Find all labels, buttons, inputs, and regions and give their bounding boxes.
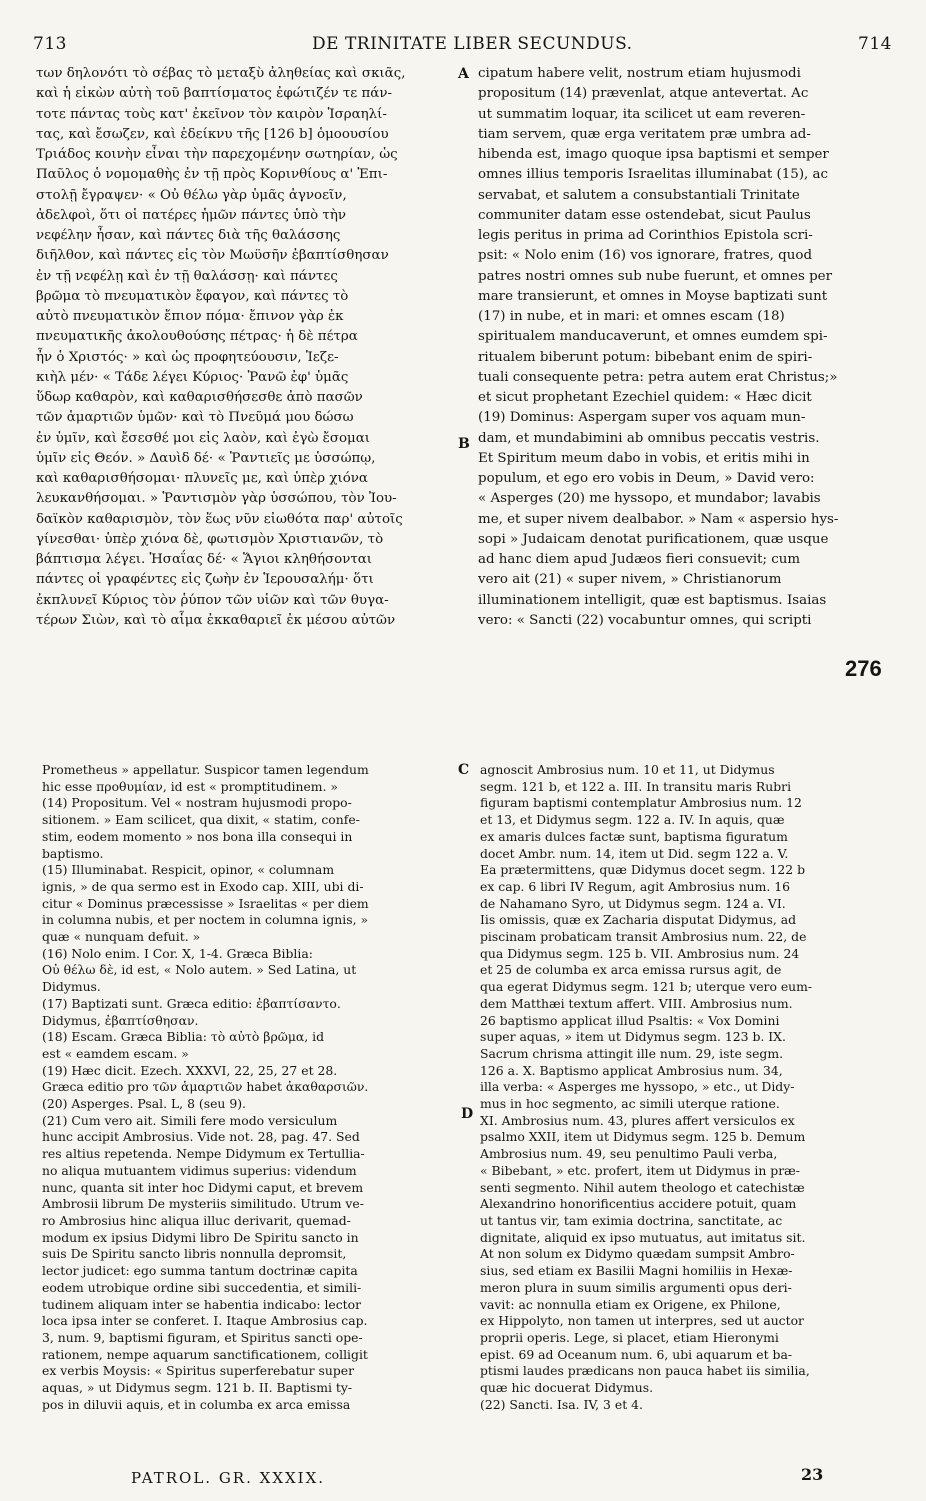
footnote-line: Ambrosii librum De mysteriis similitudo. Utrum ve-: [42, 1196, 364, 1212]
latin-text-line: Et Spiritum meum dabo in vobis, et eritis mihi in: [478, 450, 810, 466]
footnote-line: 126 a. X. Baptismo applicat Ambrosius num. 34,: [480, 1062, 783, 1078]
latin-text-line: omnes illius temporis Israelitas illuminabat (15), ac: [478, 167, 829, 183]
column-number: 276: [845, 656, 882, 681]
margin-letter-a: A: [458, 66, 469, 82]
latin-text-line: dam, et mundabimini ab omnibus peccatis vestris.: [478, 430, 820, 446]
footnote-line: (19) Hæc dicit. Ezech. XXXVI, 22, 25, 27 et 28.: [42, 1062, 338, 1078]
footnote-line: agnoscit Ambrosius num. 10 et 11, ut Didymus: [480, 762, 775, 777]
footnotes-right-column: [480, 762, 890, 1413]
latin-text-line: ut summatim loquar, ita scilicet ut eam reveren-: [478, 106, 806, 122]
latin-text-line: communiter datam esse ostendebat, sicut Paulus: [478, 207, 811, 223]
footnote-line: Οὐ θέλω δὲ, id est, « Nolo autem. » Sed Latina, ut: [42, 962, 357, 978]
footnote-line: no aliqua mutuantem vidimus superius: videndum: [42, 1162, 357, 1178]
footnote-line: aquas, » ut Didymus segm. 121 b. II. Baptismi ty-: [42, 1380, 353, 1396]
latin-text-line: ad hanc diem apud Judæos fieri consuevit; cum: [478, 552, 801, 567]
greek-text-line: τοτε πάντας τοὺς κατ' ἐκεῖνον τὸν καιρὸν Ἰσραηλί-: [36, 106, 387, 122]
footnote-line: et 25 de columba ex arca emissa rursus agit, de: [480, 962, 782, 978]
footnote-line: docet Ambr. num. 14, item ut Did. segm 122 a. V.: [480, 845, 789, 861]
footnote-line: piscinam probaticam transit Ambrosius num. 22, de: [480, 929, 807, 945]
margin-letter-d: D: [461, 1106, 474, 1122]
footnote-line: (18) Escam. Græca Biblia: τὸ αὐτὸ βρῶμα, id: [42, 1029, 325, 1045]
greek-text-line: ἐν τῇ νεφέλῃ καὶ ἐν τῇ θαλάσσῃ· καὶ πάντες: [36, 268, 338, 284]
footnote-line: modum ex ipsius Didymi libro De Spiritu sancto in: [42, 1229, 359, 1245]
footnote-line: Iis omissis, quæ ex Zacharia disputat Didymus, ad: [480, 912, 797, 928]
footnote-line: baptismo.: [42, 845, 104, 861]
footnote-line: ex cap. 6 libri IV Regum, agit Ambrosius num. 16: [480, 878, 791, 894]
footnote-line: Ea prætermittens, quæ Didymus docet segm. 122 b: [480, 862, 806, 878]
latin-text-line: (19) Dominus: Aspergam super vos aquam mun-: [478, 410, 806, 426]
latin-text-line: sopi » Judaicam denotat purificationem, quæ usque: [478, 531, 829, 547]
greek-text-line: καὶ ἡ εἰκὼν αὐτὴ τοῦ βαπτίσματος ἐφώτιζέν τε πάν-: [36, 86, 393, 102]
footnote-line: ignis, » de qua sermo est in Exodo cap. XIII, ubi di-: [42, 878, 364, 894]
greek-text-line: βρῶμα τὸ πνευματικὸν ἔφαγον, καὶ πάντες τὸ: [36, 288, 349, 304]
footnote-line: rationem, nempe aquarum sanctificationem, colligit: [42, 1346, 368, 1362]
footnote-line: suis De Spiritu sancto libris nonnulla depromsit,: [42, 1246, 347, 1262]
latin-text-line: legis peritus in prima ad Corinthios Epistola scri-: [478, 228, 813, 243]
greek-text-line: πνευματικῆς ἀκολουθούσης πέτρας· ἡ δὲ πέτρα: [36, 329, 358, 345]
footnote-line: 3, num. 9, baptismi figuram, et Spiritus sancti ope-: [42, 1329, 363, 1345]
footnote-line: res altius repetenda. Nempe Didymum ex Tertullia-: [42, 1146, 365, 1162]
footnote-line: in columna nubis, et per noctem in columna ignis, »: [42, 912, 369, 928]
greek-text-line: νεφέλην ἦσαν, καὶ πάντες διὰ τῆς θαλάσσης: [36, 228, 341, 243]
greek-text-line: λευκανθήσομαι. » Ῥαντισμὸν γὰρ ὑσσώπου, τὸν Ἰου-: [36, 491, 397, 507]
footnote-line: 26 baptismo applicat illud Psaltis: « Vox Domini: [480, 1012, 780, 1028]
greek-text-line: ἐκπλυνεῖ Κύριος τὸν ῥύπον τῶν υἱῶν καὶ τῶν θυγα-: [36, 592, 389, 608]
right-page-number: 714: [858, 34, 892, 54]
footnote-line: sitionem. » Eam scilicet, qua dixit, « statim, confe-: [42, 812, 360, 828]
latin-text-line: hibenda est, imago quoque ipsa baptismi et semper: [478, 147, 829, 162]
latin-text-line: tuali consequente petra: petra autem erat Christus;»: [478, 369, 838, 385]
greek-text-line: τας, καὶ ἔσωζεν, καὶ ἐδείκνυ τῆς [126 b] ὁμοουσίου: [36, 126, 389, 142]
footnote-line: senti segmento. Nihil autem theologo et catechistæ: [480, 1179, 805, 1195]
greek-text-line: ἀδελφοὶ, ὅτι οἱ πατέρες ἡμῶν πάντες ὑπὸ τὴν: [36, 207, 346, 223]
footnote-line: (16) Nolo enim. I Cor. X, 1-4. Græca Biblia:: [42, 945, 313, 961]
latin-text-line: tiam servem, quæ erga veritatem præ umbra ad-: [478, 126, 811, 142]
latin-text-line: servabat, et salutem a consubstantiali Trinitate: [478, 187, 800, 203]
latin-text-line: et sicut prophetant Ezechiel quidem: « Hæc dicit: [478, 390, 812, 405]
footnote-line: (21) Cum vero ait. Simili fere modo versiculum: [42, 1112, 338, 1128]
footnote-line: qua Didymus segm. 125 b. VII. Ambrosius num. 24: [480, 945, 800, 961]
footnote-line: (22) Sancti. Isa. IV, 3 et 4.: [480, 1396, 643, 1412]
greek-text-line: Παῦλος ὁ νομομαθὴς ἐν τῇ πρὸς Κορινθίους α' Ἐπι-: [36, 167, 388, 183]
left-page-number: 713: [33, 34, 67, 54]
footnote-line: segm. 121 b, et 122 a. III. In transitu maris Rubri: [480, 778, 792, 794]
footnote-line: citur « Dominus præcessisse » Israelitas « per diem: [42, 895, 369, 911]
greek-text-line: ἦν ὁ Χριστός· » καὶ ὡς προφητεύουσιν, Ἰεζε-: [36, 349, 339, 365]
greek-text-line: ὑμῖν εἰς Θεόν. » Δαυὶδ δέ· « Ῥαντιεῖς με ὑσσώπῳ,: [36, 450, 376, 466]
footnote-line: ptismi laudes prædicans non pauca habet iis similia,: [480, 1363, 810, 1379]
footnote-line: de Nahamano Syro, ut Didymus segm. 124 a. VI.: [480, 895, 786, 911]
footnote-line: ex amaris dulces factæ sunt, baptisma figuratum: [480, 828, 788, 844]
latin-text-line: propositum (14) prævenlat, atque antevertat. Ac: [478, 86, 809, 102]
footnote-line: « Bibebant, » etc. profert, item ut Didymus in præ-: [480, 1162, 800, 1178]
footnote-line: psalmo XXII, item ut Didymus segm. 125 b. Demum: [480, 1129, 806, 1145]
footnote-line: (20) Asperges. Psal. L, 8 (seu 9).: [42, 1096, 246, 1112]
footnote-line: (14) Propositum. Vel « nostram hujusmodi propo-: [42, 795, 352, 811]
footnote-line: (15) Illuminabat. Respicit, opinor, « columnam: [42, 862, 335, 878]
footnote-line: illa verba: « Asperges me hyssopo, » etc., ut Didy-: [480, 1079, 795, 1095]
greek-text-line: αὐτὸ πνευματικὸν ἔπιον πόμα· ἔπινον γὰρ ἐκ: [36, 309, 344, 324]
footnote-line: Didymus.: [42, 979, 101, 995]
latin-text-line: patres nostri omnes sub nube fuerunt, et omnes per: [478, 268, 832, 284]
latin-text-line: cipatum habere velit, nostrum etiam hujusmodi: [478, 66, 801, 81]
footnote-line: stim, eodem momento » nos bona illa consequi in: [42, 828, 353, 844]
latin-text-line: vero ait (21) « super nivem, » Christianorum: [478, 572, 782, 588]
latin-text-line: (17) in nube, et in mari: et omnes escam (18): [478, 309, 785, 324]
footnote-line: Ambrosius num. 49, seu penultimo Pauli verba,: [480, 1146, 778, 1162]
footnotes-left-column: [42, 762, 454, 1413]
footnote-line: lector judicet: ego summa tantum doctrinæ capita: [42, 1263, 358, 1279]
latin-text-line: spiritualem manducaverunt, et omnes eumdem spi-: [478, 329, 828, 345]
latin-text-column: [478, 64, 890, 631]
greek-text-line: βάπτισμα λέγει. Ἡσαΐας δέ· « Ἅγιοι κληθήσονται: [36, 552, 373, 567]
footnote-line: tudinem aliquam inter se habentia indicabo: lector: [42, 1296, 362, 1312]
latin-text-line: ritualem biberunt potum: bibebant enim de spiri-: [478, 349, 813, 365]
footnote-line: dignitate, aliquid ex ipso mutuatus, aut imitatus sit.: [480, 1229, 806, 1245]
latin-text-line: « Asperges (20) me hyssopo, et mundabor; lavabis: [478, 491, 821, 507]
footnote-line: eodem utrobique ordine sibi succedentia, et simili-: [42, 1279, 362, 1295]
greek-text-line: στολῇ ἔγραψεν· « Οὐ θέλω γὰρ ὑμᾶς ἀγνοεῖν,: [36, 187, 347, 203]
footer-sheet-number: 23: [801, 1465, 824, 1484]
greek-text-line: Τριάδος κοινὴν εἶναι τὴν παρεχομένην σωτηρίαν, ὡς: [36, 147, 398, 162]
footnote-line: figuram baptismi contemplatur Ambrosius num. 12: [480, 795, 802, 811]
latin-text-line: psit: « Nolo enim (16) vos ignorare, fratres, quod: [478, 248, 813, 264]
footnote-line: sius, sed etiam ex Basilii Magni homiliis in Hexæ-: [480, 1263, 793, 1279]
footnote-line: nunc, quanta sit inter hoc Didymi caput, et brevem: [42, 1179, 364, 1195]
footnote-line: XI. Ambrosius num. 43, plures affert versiculos ex: [480, 1112, 795, 1128]
greek-text-line: διῆλθον, καὶ πάντες εἰς τὸν Μωϋσῆν ἐβαπτίσθησαν: [36, 248, 389, 264]
greek-text-line: γίνεσθαι· ὑπὲρ χιόνα δὲ, φωτισμὸν Χριστιανῶν, τὸ: [36, 531, 384, 547]
footnote-line: hunc accipit Ambrosius. Vide not. 28, pag. 47. Sed: [42, 1129, 360, 1145]
footnote-line: meron plura in suum similis argumenti opus deri-: [480, 1279, 792, 1295]
footnote-line: super aquas, » item ut Didymus segm. 123 b. IX.: [480, 1029, 786, 1045]
footnote-line: ex verbis Moysis: « Spiritus superferebatur super: [42, 1363, 355, 1379]
footnote-line: Prometheus » appellatur. Suspicor tamen legendum: [42, 762, 369, 777]
running-title: DE TRINITATE LIBER SECUNDUS.: [312, 34, 633, 54]
greek-text-column: [36, 64, 451, 631]
footnote-line: ut tantus vir, tam eximia doctrina, sanctitate, ac: [480, 1212, 783, 1228]
greek-text-line: πάντες οἱ γραφέντες εἰς ζωὴν ἐν Ἱερουσαλήμ· ὅτι: [36, 572, 374, 588]
latin-text-line: mare transierunt, et omnes in Moyse baptizati sunt: [478, 288, 828, 304]
greek-text-line: καὶ καθαρισθήσομαι· πλυνεῖς με, καὶ ὑπὲρ χιόνα: [36, 471, 368, 486]
greek-text-line: δαϊκὸν καθαρισμὸν, τὸν ἕως νῦν εἰωθότα παρ' αὐτοῖς: [36, 511, 403, 527]
footnote-line: Sacrum chrisma attingit ille num. 29, iste segm.: [480, 1045, 784, 1061]
footnote-line: mus in hoc segmento, ac simili uterque ratione.: [480, 1096, 780, 1112]
footnote-line: Alexandrino honorificentius accidere potuit, quam: [480, 1196, 797, 1212]
footnote-line: pos in diluvii aquis, et in columba ex arca emissa: [42, 1396, 351, 1412]
margin-letter-b: B: [458, 436, 470, 452]
greek-text-line: κιὴλ μέν· « Τάδε λέγει Κύριος· Ῥανῶ ἐφ' ὑμᾶς: [36, 369, 349, 385]
footnote-line: hic esse προθυμίαν, id est « promptitudinem. »: [42, 778, 338, 794]
footnote-line: ex Hippolyto, non tamen ut interpres, sed ut auctor: [480, 1313, 804, 1329]
latin-text-line: me, et super nivem dealbabor. » Nam « aspersio hys-: [478, 511, 839, 527]
footnote-line: qua egerat Didymus segm. 121 b; uterque vero eum-: [480, 979, 813, 995]
greek-text-line: ὕδωρ καθαρὸν, καὶ καθαρισθήσεσθε ἀπὸ πασῶν: [36, 390, 363, 405]
footnote-line: quæ hic docuerat Didymus.: [480, 1380, 654, 1396]
footnote-line: dem Matthæi textum affert. VIII. Ambrosius num.: [480, 995, 793, 1011]
footnote-line: Græca editio pro τῶν ἁμαρτιῶν habet ἀκαθαρσιῶν.: [42, 1079, 369, 1095]
footnote-line: loca ipsa inter se conferet. I. Itaque Ambrosius cap.: [42, 1313, 368, 1329]
footnote-line: epist. 69 ad Oceanum num. 6, ubi aquarum et ba-: [480, 1346, 793, 1362]
footnote-line: est « eamdem escam. »: [42, 1045, 189, 1061]
footnote-line: vavit: ac nonnulla etiam ex Origene, ex Philone,: [480, 1296, 781, 1312]
latin-text-line: vero: « Sancti (22) vocabuntur omnes, qui scripti: [478, 612, 812, 628]
latin-text-line: illuminationem intelligit, quæ est baptismus. Isaias: [478, 592, 827, 608]
footnote-line: (17) Baptizati sunt. Græca editio: ἐβαπτίσαντο.: [42, 995, 341, 1011]
footnote-line: proprii operis. Lege, si placet, etiam Hieronymi: [480, 1329, 779, 1345]
greek-text-line: τῶν ἁμαρτιῶν ὑμῶν· καὶ τὸ Πνεῦμά μου δώσω: [36, 410, 354, 426]
footnote-line: quæ « nunquam defuit. »: [42, 929, 201, 945]
footnote-line: et 13, et Didymus segm. 122 a. IV. In aquis, quæ: [480, 812, 785, 828]
footnote-line: ro Ambrosius hinc aliqua illuc derivarit, quemad-: [42, 1212, 351, 1228]
greek-text-line: τέρων Σιὼν, καὶ τὸ αἷμα ἐκκαθαριεῖ ἐκ μέσου αὐτῶν: [36, 612, 396, 628]
greek-text-line: ἐν ὑμῖν, καὶ ἔσεσθέ μοι εἰς λαὸν, καὶ ἐγὼ ἔσομαι: [36, 430, 371, 446]
footnote-line: At non solum ex Didymo quædam sumpsit Ambro-: [480, 1246, 795, 1262]
latin-text-line: populum, et ego ero vobis in Deum, » David vero:: [478, 471, 815, 486]
footer-series: PATROL. GR. XXXIX.: [131, 1469, 326, 1487]
margin-letter-c: C: [458, 762, 470, 778]
footnote-line: Didymus, ἐβαπτίσθησαν.: [42, 1012, 199, 1028]
greek-text-line: των δηλονότι τὸ σέβας τὸ μεταξὺ ἀληθείας καὶ σκιᾶς,: [36, 66, 406, 81]
